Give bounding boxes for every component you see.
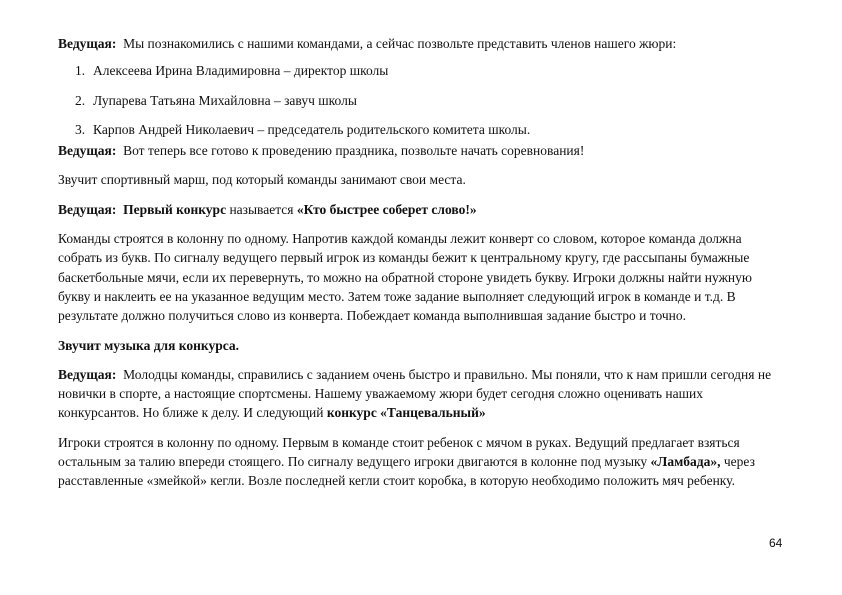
lead-paragraph-1 xyxy=(58,34,783,53)
lead-paragraph-2 xyxy=(58,141,783,160)
jury-list xyxy=(58,61,783,139)
contest-intro: называется xyxy=(229,201,294,217)
lead-text-1: Мы познакомились с нашими командами, а сейчас позвольте представить членов нашего жюри: xyxy=(123,36,677,51)
speaker-label: Ведущая: xyxy=(58,201,117,217)
speaker-label: Ведущая: xyxy=(58,36,117,51)
march-paragraph: Звучит спортивный марш, под который команды занимают свои места. xyxy=(58,172,466,188)
music-title: «Ламбада», xyxy=(650,454,721,470)
jury-list-item xyxy=(58,120,783,139)
contest-title: «Кто быстрее соберет слово!» xyxy=(296,201,477,217)
rules-text: Игроки строятся в колонну по одному. Первым в команде стоит ребенок с мячом в руках. Ведущий предлагает взяться остальным за талию впереди стоящего. По сигналу ведущего игроки двигаются в колонне под музыку xyxy=(58,434,740,470)
jury-list-item xyxy=(58,91,783,110)
list-number: 2. xyxy=(75,92,86,108)
rules-paragraph-1: Команды строятся в колонну по одному. Напротив каждой команды лежит конверт со словом, которое команда должна собрать из букв. По сигналу ведущего первый игрок из команды бежит к центральному кругу, где рассыпаны бумажные баскетбольные мячи, если их перевернуть, то можно на обратной стороне увидеть букву. Игроки должны найти нужную букву и наклеить ее на указанное ведущим место. Затем тоже задание выполняет следующий игрок в команде и т.д. В результате должно получиться слово из конверта. Побеждает команда выполнившая задание быстро и точно. xyxy=(58,231,752,324)
lead-text-2: Вот теперь все готово к проведению праздника, позвольте начать соревнования! xyxy=(123,143,585,159)
lead-paragraph-3 xyxy=(58,200,783,219)
page-number: 64 xyxy=(769,536,783,550)
lead-paragraph-4 xyxy=(58,365,783,423)
music-note: Звучит музыка для конкурса. xyxy=(58,337,240,353)
rules-paragraph-2 xyxy=(58,433,783,491)
list-number: 3. xyxy=(75,121,86,137)
rules-text: через расставленные «змейкой» кегли. Возле последней кегли стоит коробка, в которую необходимо положить мяч ребенку. xyxy=(58,454,755,489)
contest-title: конкурс «Танцевальный» xyxy=(326,405,486,421)
jury-list-item xyxy=(58,61,783,80)
music-paragraph xyxy=(58,336,783,355)
speaker-label: Ведущая: xyxy=(58,366,117,382)
lead-text-4: Молодцы команды, справились с заданием очень быстро и правильно. Мы поняли, что к нам пришли сегодня не новички в спорте, а настоящие спортсмены. Нашему уважаемому жюри будет сегодня сложно оценивать наших конкурсантов. Но ближе к делу. И следующий xyxy=(58,366,772,421)
jury-member: Алексеева Ирина Владимировна – директор школы xyxy=(93,63,389,79)
jury-member: Лупарева Татьяна Михайловна – завуч школы xyxy=(93,92,357,108)
contest-label: Первый конкурс xyxy=(123,201,227,217)
jury-member: Карпов Андрей Николаевич – председатель родительского комитета школы. xyxy=(93,121,531,137)
list-number: 1. xyxy=(75,63,86,79)
speaker-label: Ведущая: xyxy=(58,143,117,159)
document-page xyxy=(58,34,783,491)
